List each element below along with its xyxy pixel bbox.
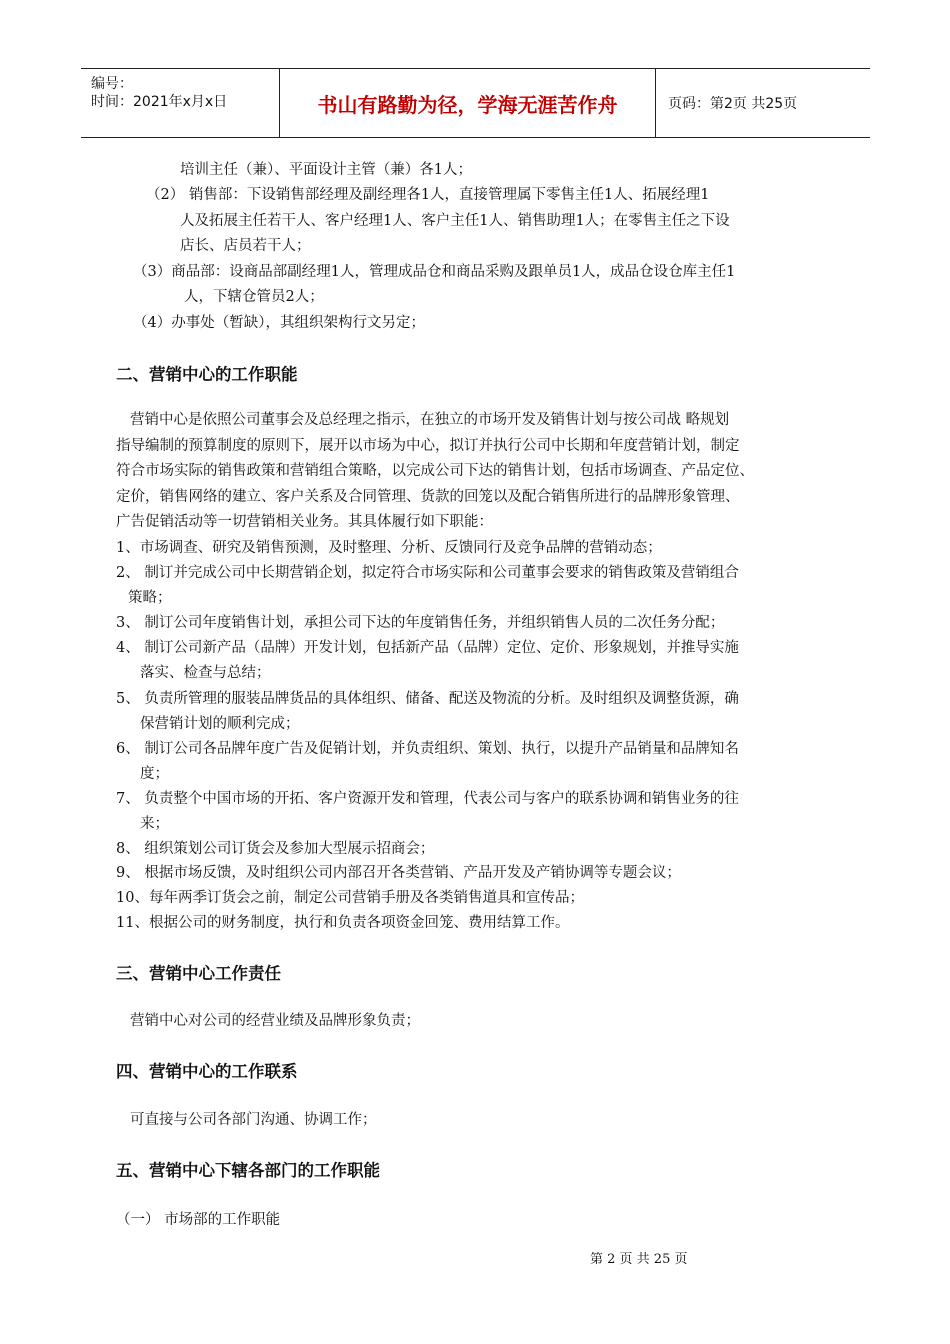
list-item-continued: 度；	[140, 766, 169, 782]
list-item-continued: 保营销计划的顺利完成；	[140, 716, 300, 732]
list-item: 1、市场调查、研究及销售预测，及时整理、分析、反馈同行及竞争品牌的营销动态；	[116, 540, 662, 556]
body-line: 可直接与公司各部门沟通、协调工作；	[130, 1112, 377, 1128]
list-item: 5、 负责所管理的服装品牌货品的具体组织、储备、配送及物流的分析。及时组织及调整货源，确	[116, 691, 739, 707]
body-line: 广告促销活动等一切营销相关业务。其具体履行如下职能：	[116, 514, 493, 530]
document-time-label: 时间：2021年x月x日	[91, 94, 228, 110]
list-item: 6、 制订公司各品牌年度广告及促销计划，并负责组织、策划、执行，以提升产品销量和品牌知名	[116, 741, 739, 757]
subsection-heading: （一） 市场部的工作职能	[116, 1212, 281, 1228]
page-header	[81, 68, 870, 138]
body-line: 定价，销售网络的建立、客户关系及合同管理、货款的回笼以及配合销售所进行的品牌形象管理、	[116, 489, 740, 505]
document-number-label: 编号：	[91, 76, 133, 92]
body-line: 营销中心是依照公司董事会及总经理之指示，在独立的市场开发及销售计划与按公司战 略规划	[130, 412, 730, 428]
header-motto-cell	[280, 69, 656, 137]
body-line: 人及拓展主任若干人、客户经理1人、客户主任1人、销售助理1人；在零售主任之下设	[180, 213, 730, 229]
list-item: 7、 负责整个中国市场的开拓、客户资源开发和管理，代表公司与客户的联系协调和销售业务的往	[116, 791, 739, 807]
section-heading: 三、营销中心工作责任	[116, 964, 281, 983]
list-item: 10、每年两季订货会之前，制定公司营销手册及各类销售道具和宣传品；	[116, 890, 584, 906]
header-info	[81, 69, 280, 137]
list-item: 11、根据公司的财务制度，执行和负责各项资金回笼、费用结算工作。	[116, 915, 570, 931]
list-item-continued: 落实、检查与总结；	[140, 665, 271, 681]
list-item: 4、 制订公司新产品（品牌）开发计划，包括新产品（品牌）定位、定价、形象规划，并推导实施	[116, 640, 739, 656]
body-line: （3）商品部：设商品部副经理1人，管理成品仓和商品采购及跟单员1人，成品仓设仓库主任1	[133, 264, 736, 280]
section-heading: 五、营销中心下辖各部门的工作职能	[116, 1161, 380, 1180]
header-page-label: 页码：第2页 共25页	[668, 96, 798, 112]
body-line: 指导编制的预算制度的原则下，展开以市场为中心，拟订并执行公司中长期和年度营销计划，制定	[116, 438, 740, 454]
list-item: 3、 制订公司年度销售计划，承担公司下达的年度销售任务，并组织销售人员的二次任务分配；	[116, 615, 725, 631]
body-line: 店长、店员若干人；	[180, 238, 311, 254]
body-line: （2） 销售部：下设销售部经理及副经理各1人，直接管理属下零售主任1人、拓展经理1	[146, 187, 710, 203]
section-heading: 四、营销中心的工作联系	[116, 1062, 298, 1081]
section-heading: 二、营销中心的工作职能	[116, 365, 298, 384]
body-line: （4）办事处（暂缺），其组织架构行文另定；	[133, 315, 425, 331]
list-item-continued: 来；	[140, 816, 169, 832]
body-line: 人，下辖仓管员2人；	[184, 289, 324, 305]
list-item: 2、 制订并完成公司中长期营销企划，拟定符合市场实际和公司董事会要求的销售政策及营销组合	[116, 565, 739, 581]
list-item: 9、 根据市场反馈，及时组织公司内部召开各类营销、产品开发及产销协调等专题会议；	[116, 865, 681, 881]
page-footer: 第 2 页 共 25 页	[590, 1252, 688, 1267]
body-line: 符合市场实际的销售政策和营销组合策略，以完成公司下达的销售计划，包括市场调查、产品定位、	[116, 463, 754, 479]
body-line: 营销中心对公司的经营业绩及品牌形象负责；	[130, 1013, 420, 1029]
list-item: 8、 组织策划公司订货会及参加大型展示招商会；	[116, 841, 435, 857]
body-line: 培训主任（兼）、平面设计主管（兼）各1人；	[180, 162, 472, 178]
header-motto: 书山有路勤为径，学海无涯苦作舟	[317, 92, 618, 117]
list-item-continued: 策略；	[128, 590, 172, 606]
